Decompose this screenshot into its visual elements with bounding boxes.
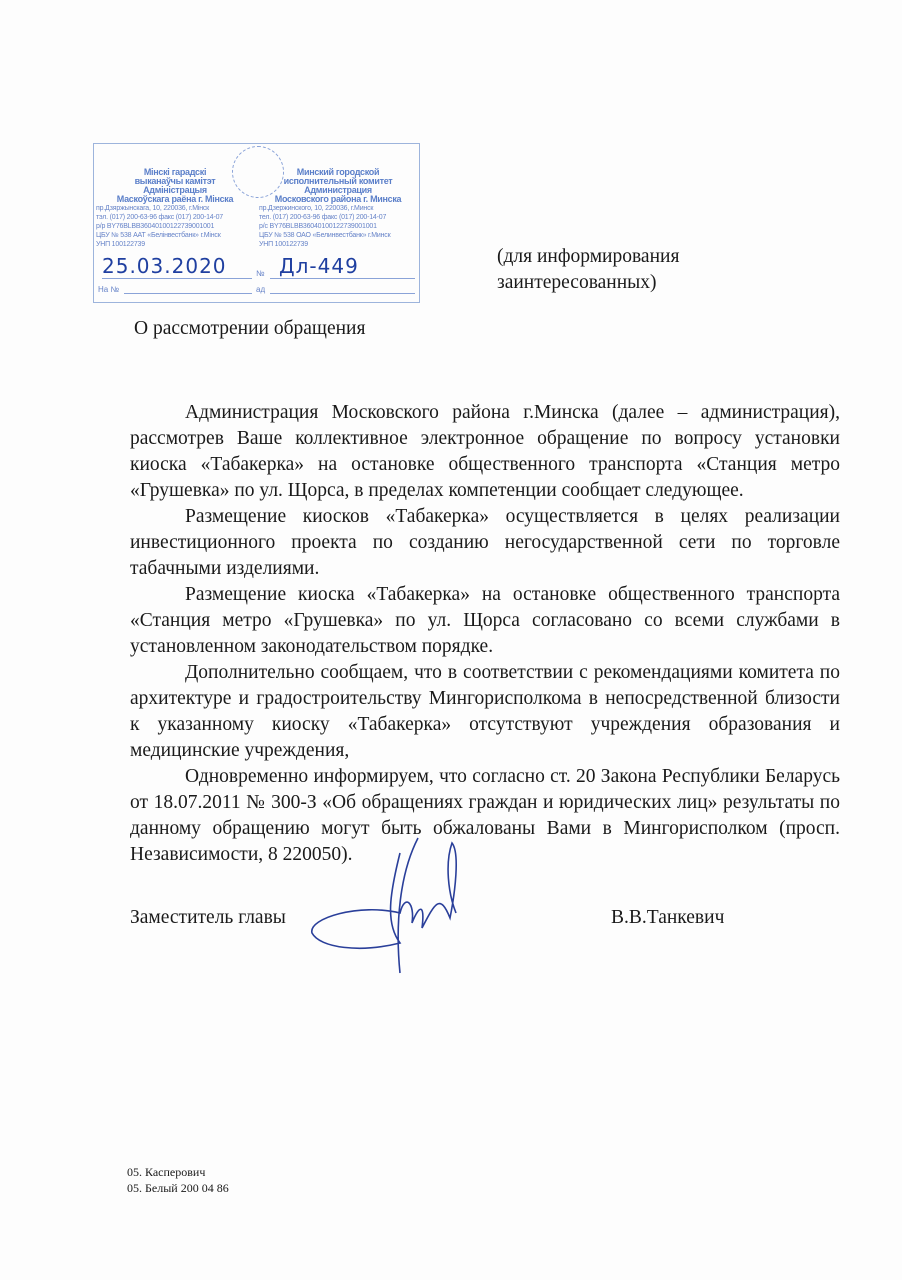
paragraph: Администрация Московского района г.Минска (далее – администрация), рассмотрев Ваше коллективное электронное обращение по вопросу установки киоска «Табакерка» на остановке общественного транспорта «Станция метро «Грушевка» по ул. Щорса, в пределах компетенции сообщает следующее. <box>130 402 840 501</box>
paragraph: Размещение киоска «Табакерка» на остановке общественного транспорта «Станция метро «Грушевка» по ул. Щорса согласовано со всеми службами в установленном законодательством порядке. <box>130 584 840 657</box>
stamp-line: УНП 100122739 <box>259 241 308 248</box>
stamp-number: Дл-449 <box>279 254 359 278</box>
stamp-line: ЦБУ № 538 ААТ «Белінвестбанк» г.Мінск <box>96 232 221 239</box>
stamp-line: Маскоўскага раёна г. Мінска <box>116 194 234 204</box>
recipient-note-line: (для информирования <box>497 246 680 267</box>
registration-stamp <box>93 143 420 303</box>
stamp-date: 25.03.2020 <box>102 254 227 278</box>
stamp-line: ЦБУ № 538 ОАО «Белинвестбанк» г.Минск <box>259 232 391 239</box>
stamp-line: Минский городской <box>296 167 380 177</box>
footer-line: 05. Касперович <box>127 1165 206 1179</box>
footer-executors <box>127 1164 229 1196</box>
stamp-line: пр.Дзержинского, 10, 220036, г.Минск <box>259 205 374 212</box>
stamp-na-no-label: На № <box>98 285 120 294</box>
stamp-number-label: № <box>256 269 265 278</box>
stamp-line: тел. (017) 200-63-96 факс (017) 200-14-07 <box>259 214 387 221</box>
paragraph: Дополнительно сообщаем, что в соответствии с рекомендациями комитета по архитектуре и градостроительству Мингорисполкома в непосредственной близости к указанному киоску «Табакерка» отсутствуют учреждения образования и медицинские учреждения, <box>130 662 840 761</box>
stamp-ad-label: ад <box>256 285 266 294</box>
stamp-line: пр.Дзяржынскага, 10, 220036, г.Мінск <box>96 205 210 212</box>
stamp-russian <box>259 168 417 249</box>
stamp-line: тэл. (017) 200-63-96 факс (017) 200-14-07 <box>96 214 223 221</box>
stamp-line: Администрация <box>304 185 372 195</box>
signature-row <box>130 905 840 931</box>
stamp-line: р/р BY76BLBB36040100122739001001 <box>96 223 215 230</box>
paragraph: Размещение киосков «Табакерка» осуществляется в целях реализации инвестиционного проекта по созданию негосударственной сети по торговле табачными изделиями. <box>130 506 840 579</box>
stamp-line: Адміністрацыя <box>143 185 207 195</box>
stamp-line: р/с BY76BLBB36040100122739001001 <box>259 223 377 230</box>
stamp-line: Московского района г. Минска <box>274 194 402 204</box>
footer-line: 05. Белый 200 04 86 <box>127 1181 229 1195</box>
recipient-note <box>497 244 679 296</box>
stamp-line: исполнительный комитет <box>283 176 393 186</box>
letter-content <box>130 400 840 931</box>
recipient-note-line: заинтересованных) <box>497 272 657 293</box>
stamp-line: Мінскі гарадскі <box>143 167 207 177</box>
stamp-line: выканаўчы камітэт <box>134 176 216 186</box>
letter-body <box>130 400 840 868</box>
signatory-position: Заместитель главы <box>130 907 286 928</box>
paragraph: Одновременно информируем, что согласно ст. 20 Закона Республики Беларусь от 18.07.2011 № 300-З «Об обращениях граждан и юридических лиц» результаты по данному обращению могут быть обжалованы Вами в Мингорисполком (просп. Независимости, 8 220050). <box>130 766 840 865</box>
handwritten-signature <box>300 833 500 978</box>
stamp-line: УНП 100122739 <box>96 241 145 248</box>
signatory-name: В.В.Танкевич <box>611 907 725 928</box>
subject: О рассмотрении обращения <box>134 318 366 339</box>
stamp-belarusian <box>96 168 254 249</box>
